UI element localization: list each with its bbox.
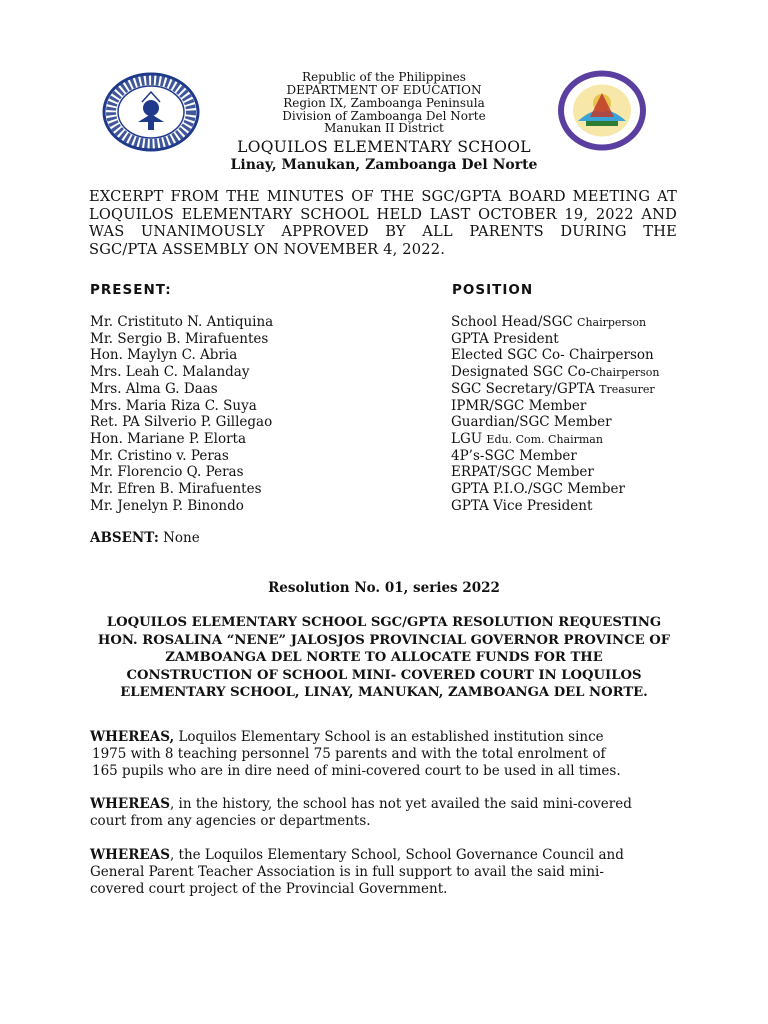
member-position [451,331,559,347]
member-position-text: SGC Secretary/GPTA [451,380,600,397]
whereas-text: , the Loquilos Elementary School, School Governance Council and [169,847,624,863]
position-heading: POSITION [452,282,534,298]
member-position [451,398,586,414]
resolution-title-line: CONSTRUCTION OF SCHOOL MINI- COVERED COURT IN LOQUILOS [126,667,642,683]
member-position-text: IPMR/SGC Member [451,397,587,414]
member-position-text: Elected SGC Co- Chairperson [451,347,654,364]
member-row [0,481,768,498]
whereas-label: WHEREAS, [90,729,175,745]
member-row [0,381,768,398]
whereas-text: covered court project of the Provincial Government. [90,880,448,897]
member-position-text: Designated SGC Co- [451,364,591,381]
member-row [0,364,768,381]
excerpt-line: EXCERPT FROM THE MINUTES OF THE SGC/GPTA BOARD MEETING AT [89,188,677,205]
member-name: Mr. Jenelyn P. Binondo [90,497,244,514]
member-position-text: ERPAT/SGC Member [451,464,594,481]
member-position-subtext: Chairperson [577,316,647,329]
member-name: Hon. Maylyn C. Abria [90,347,238,364]
resolution-number: Resolution No. 01, series 2022 [268,580,500,596]
whereas-label: WHEREAS [90,796,170,812]
resolution-title-line: ZAMBOANGA DEL NORTE TO ALLOCATE FUNDS FOR THE [165,650,603,665]
member-position-subtext: Edu. Com. Chairman [486,432,603,446]
header-department: DEPARTMENT OF EDUCATION [286,83,482,97]
member-row [0,498,768,515]
member-position [451,464,594,480]
school-address: Linay, Manukan, Zamboanga Del Norte [230,157,538,173]
absent-label: ABSENT: [90,530,159,546]
resolution-title-line: HON. ROSALINA “NENE” JALOSJOS PROVINCIAL GOVERNOR PROVINCE OF [97,632,671,648]
absent-line [90,530,200,546]
whereas-label: WHEREAS [90,847,170,863]
whereas-text: 165 pupils who are in dire need of mini-covered court to be used in all times. [92,762,621,779]
school-name: LOQUILOS ELEMENTARY SCHOOL [237,138,531,156]
member-position-text: GPTA Vice President [451,497,593,514]
member-row [0,464,768,481]
member-row [0,331,768,348]
member-position [451,381,655,397]
member-position-text: GPTA President [451,330,559,347]
whereas-text: 1975 with 8 teaching personnel 75 parents and with the total enrolment of [92,745,606,762]
member-name: Hon. Mariane P. Elorta [90,430,247,447]
member-position-subtext: Treasurer [599,382,655,396]
member-position-text: School Head/SGC [451,314,578,330]
resolution-title-line: ELEMENTARY SCHOOL, LINAY, MANUKAN, ZAMBOANGA DEL NORTE. [120,685,648,700]
member-position-text: LGU [451,430,487,447]
member-name: Mrs. Alma G. Daas [90,380,218,397]
member-row [0,398,768,415]
member-name: Mr. Florencio Q. Peras [90,464,244,481]
member-position [451,431,603,447]
whereas-text: Loquilos Elementary School is an established institution since [174,729,604,745]
member-name: Mr. Sergio B. Mirafuentes [90,330,269,347]
header-region: Region IX, Zamboanga Peninsula [283,96,485,110]
header-district: Manukan II District [324,121,444,135]
absent-value: None [158,530,200,546]
member-row [0,431,768,448]
resolution-title-line: LOQUILOS ELEMENTARY SCHOOL SGC/GPTA RESOLUTION REQUESTING [106,615,662,630]
excerpt-line: WAS UNANIMOUSLY APPROVED BY ALL PARENTS DURING THE [89,223,677,240]
whereas-text: court from any agencies or departments. [90,812,371,829]
member-name: Mr. Cristino v. Peras [90,447,229,464]
member-row [0,314,768,331]
member-position [451,481,625,497]
whereas-text: General Parent Teacher Association is in full support to avail the said mini- [90,863,604,880]
member-position-subtext: Chairperson [590,366,660,380]
whereas-paragraph-3 [90,847,690,897]
member-position [451,347,654,363]
member-position-text: Guardian/SGC Member [451,414,612,431]
member-row [0,347,768,364]
member-position [451,498,592,514]
member-name: Mr. Cristituto N. Antiquina [90,314,274,330]
member-row [0,448,768,465]
member-position-text: GPTA P.I.O./SGC Member [451,481,625,497]
member-name: Mrs. Leah C. Malanday [90,364,250,381]
member-row [0,414,768,431]
resolution-title [84,614,684,702]
member-position [451,314,646,330]
excerpt-paragraph [89,188,677,258]
member-name: Ret. PA Silverio P. Gillegao [90,414,273,431]
excerpt-line: SGC/PTA ASSEMBLY ON NOVEMBER 4, 2022. [89,240,446,258]
whereas-paragraph-1 [90,729,690,779]
excerpt-line: LOQUILOS ELEMENTARY SCHOOL HELD LAST OCTOBER 19, 2022 AND [89,205,677,223]
whereas-paragraph-2 [90,796,690,830]
member-position-text: 4P’s-SGC Member [451,447,577,464]
header-division: Division of Zamboanga Del Norte [282,109,486,123]
member-name: Mrs. Maria Riza C. Suya [90,397,257,414]
member-position [451,364,659,380]
present-heading: PRESENT: [90,282,172,298]
member-position [451,448,577,464]
member-name: Mr. Efren B. Mirafuentes [90,481,262,497]
member-position [451,414,612,430]
whereas-text: , in the history, the school has not yet availed the said mini-covered [169,796,632,812]
header-republic: Republic of the Philippines [302,70,466,84]
